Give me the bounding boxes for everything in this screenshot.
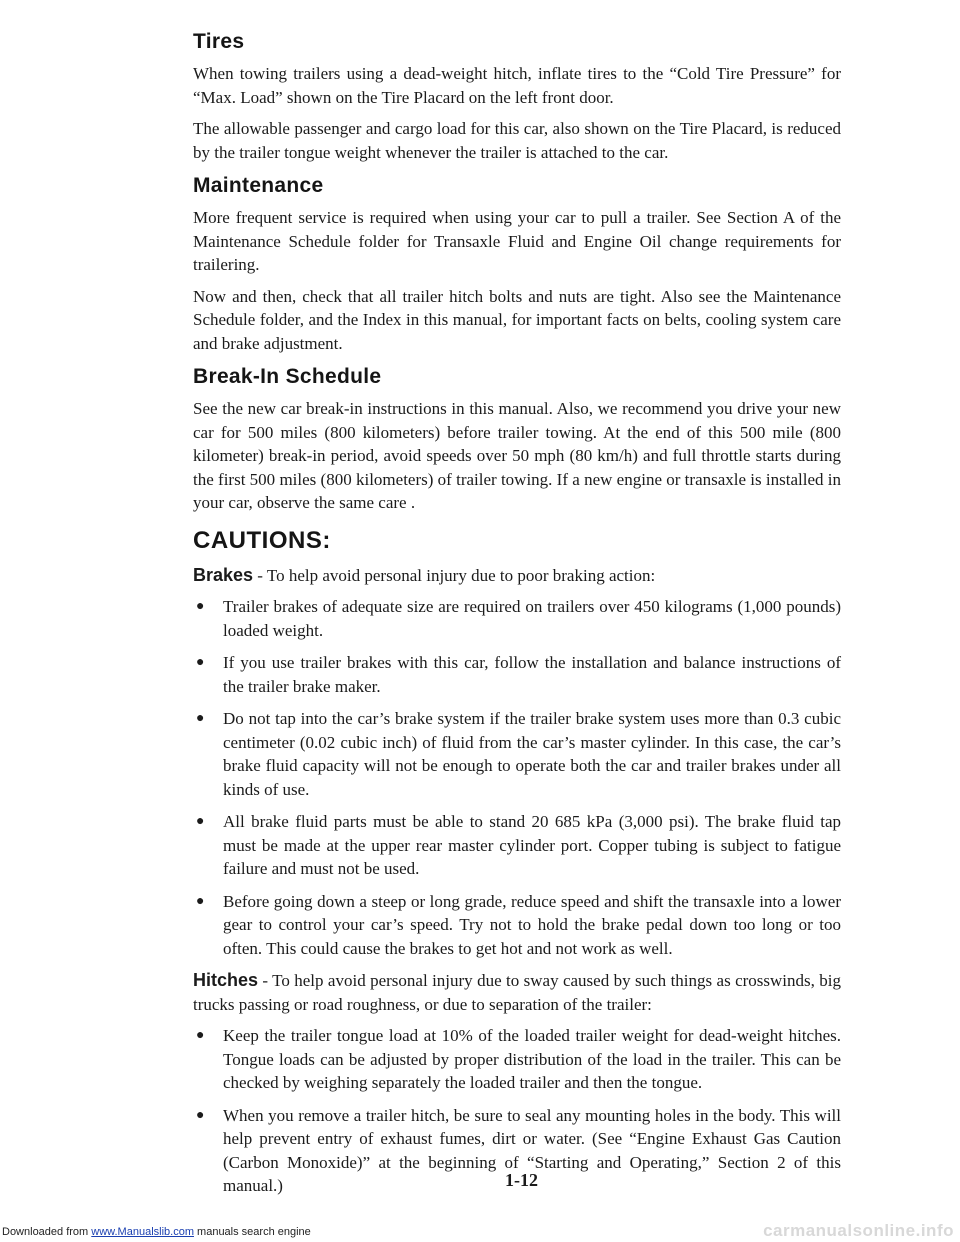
list-item (193, 1024, 841, 1095)
tires-heading: Tires (193, 30, 245, 53)
list-item-text: Keep the trailer tongue load at 10% of the loaded trailer weight for dead-weight hitches. Tongue loads can be adjusted by proper distribution of the load in the trailer. This can be checked by weighing separately the loaded trailer and then the tongue. (223, 1026, 841, 1092)
watermark: carmanualsonline.info (763, 1221, 954, 1240)
break-in-paragraph: See the new car break-in instructions in this manual. Also, we recommend you drive your new car for 500 miles (800 kilometers) before trailer towing. At the end of this 500 mile (800 kilometer) break-in period, avoid speeds over 50 mph (80 km/h) and full throttle starts during the first 500 miles (800 kilometers) of trailer towing. If a new engine or transaxle is installed in your car, observe the same care . (193, 399, 841, 512)
list-item-text: If you use trailer brakes with this car, follow the installation and balance instructions of the trailer brake maker. (223, 653, 841, 696)
bullet-icon: ● (196, 1107, 205, 1123)
maintenance-paragraph-2: Now and then, check that all trailer hitch bolts and nuts are tight. Also see the Maintenance Schedule folder, and the Index in this manual, for important facts on belts, cooling system care and brake adjustment. (193, 286, 841, 353)
list-item (193, 595, 841, 642)
brakes-intro (193, 564, 841, 588)
bullet-icon: ● (196, 655, 205, 670)
manualslib-link[interactable]: www.Manualslib.com (91, 1226, 194, 1238)
list-item-text: When you remove a trailer hitch, be sure to seal any mounting holes in the body. This will help prevent entry of exhaust fumes, dirt or water. (See “Engine Exhaust Gas Caution (Carbon Monoxide)” at the beginning of “Starting and Operating,” Section 2 of this manual.) (223, 1105, 841, 1195)
page-content (193, 30, 841, 1207)
list-item-text: Do not tap into the car’s brake system if the trailer brake system uses more than 0.3 cubic centimeter (0.02 cubic inch) of fluid from the car’s master cylinder. In this case, the car’s brake fluid capacity will not be enough to operate both the car and trailer brakes under all kinds of use. (223, 709, 841, 799)
tires-paragraph-2: The allowable passenger and cargo load for this car, also shown on the Tire Placard, is reduced by the trailer tongue weight whenever the trailer is attached to the car. (193, 119, 841, 162)
bullet-icon: ● (196, 814, 205, 829)
maintenance-heading: Maintenance (193, 174, 324, 197)
footer-source (2, 1226, 311, 1238)
list-item-text: Trailer brakes of adequate size are required on trailers over 450 kilograms (1,000 pounds) loaded weight. (223, 597, 841, 640)
break-in-heading: Break-In Schedule (193, 365, 382, 388)
list-item (193, 707, 841, 801)
brakes-intro-text: - To help avoid personal injury due to poor braking action: (253, 565, 656, 585)
hitches-intro (193, 969, 841, 1016)
list-item (193, 810, 841, 881)
download-footer (0, 1221, 960, 1242)
list-item (193, 890, 841, 961)
tires-paragraph-1: When towing trailers using a dead-weight hitch, inflate tires to the “Cold Tire Pressure” for “Max. Load” shown on the Tire Placard on the left front door. (193, 64, 841, 107)
bullet-icon: ● (196, 1028, 205, 1043)
footer-prefix: Downloaded from (2, 1226, 92, 1238)
bullet-icon: ● (196, 599, 205, 614)
brakes-list (193, 595, 841, 960)
footer-suffix: manuals search engine (193, 1226, 311, 1238)
cautions-heading: CAUTIONS: (193, 526, 331, 554)
hitches-intro-text: - To help avoid personal injury due to sway caused by such things as crosswinds, big trucks passing or road roughness, or due to separation of the trailer: (193, 971, 841, 1014)
hitches-lead: Hitches (193, 970, 259, 990)
list-item-text: All brake fluid parts must be able to stand 20 685 kPa (3,000 psi). The brake fluid tap must be made at the upper rear master cylinder port. Copper tubing is subject to fatigue failure and must not be used. (223, 812, 841, 878)
bullet-icon: ● (196, 711, 205, 726)
list-item-text: Before going down a steep or long grade, reduce speed and shift the transaxle into a lower gear to control your car’s speed. Try not to hold the brake pedal down too long or too often. This could cause the brakes to get hot and not work as well. (223, 891, 841, 958)
bullet-icon: ● (196, 893, 205, 909)
brakes-lead: Brakes (193, 564, 254, 585)
page-number: 1-12 (505, 1170, 538, 1190)
maintenance-paragraph-1: More frequent service is required when using your car to pull a trailer. See Section A of the Maintenance Schedule folder for Transaxle Fluid and Engine Oil change requirements for trailering. (193, 208, 841, 274)
list-item (193, 651, 841, 698)
